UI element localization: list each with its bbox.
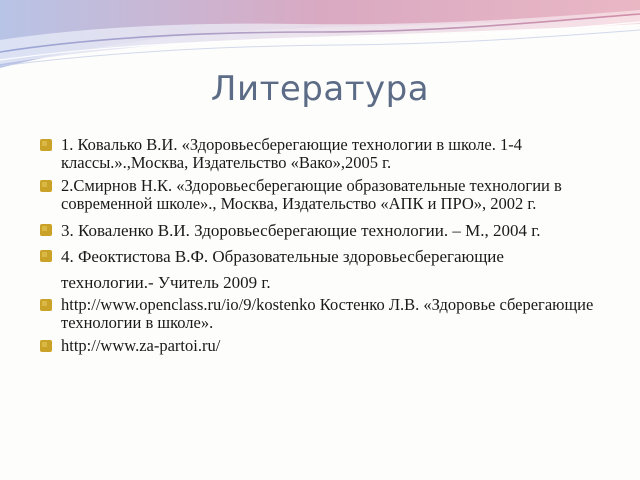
list-item-text: 1. Ковалько В.И. «Здоровьесберегающие технологии в школе. 1-4 классы.».,Москва, Издательство «Вако»,2005 г. (61, 135, 522, 172)
list-item-text: 4. Феоктистова В.Ф. Образовательные здоровьесберегающие технологии.- Учитель 2009 г. (61, 247, 504, 292)
square-bullet-icon (40, 224, 52, 236)
list-item (40, 337, 600, 355)
list-item (40, 177, 600, 213)
list-item-text: 3. Коваленко В.И. Здоровьесберегающие технологии. – М., 2004 г. (61, 221, 541, 240)
list-item-text: http://www.za-partoi.ru/ (61, 336, 221, 355)
list-item (40, 218, 600, 244)
list-item (40, 244, 600, 296)
square-bullet-icon (40, 250, 52, 262)
list-item (40, 136, 600, 172)
bibliography-list (40, 136, 600, 360)
list-item-text: 2.Смирнов Н.К. «Здоровьесберегающие образовательные технологии в современной школе»., Москва, Издательство «АПК и ПРО», 2002 г. (61, 176, 562, 213)
square-bullet-icon (40, 340, 52, 352)
slide-title: Литература (210, 69, 430, 109)
header-wave-decoration (0, 0, 640, 80)
square-bullet-icon (40, 139, 52, 151)
list-item-text: http://www.openclass.ru/io/9/kostenko Костенко Л.В. «Здоровье сберегающие технологии в школе». (61, 295, 594, 332)
square-bullet-icon (40, 180, 52, 192)
square-bullet-icon (40, 299, 52, 311)
list-item (40, 296, 600, 332)
